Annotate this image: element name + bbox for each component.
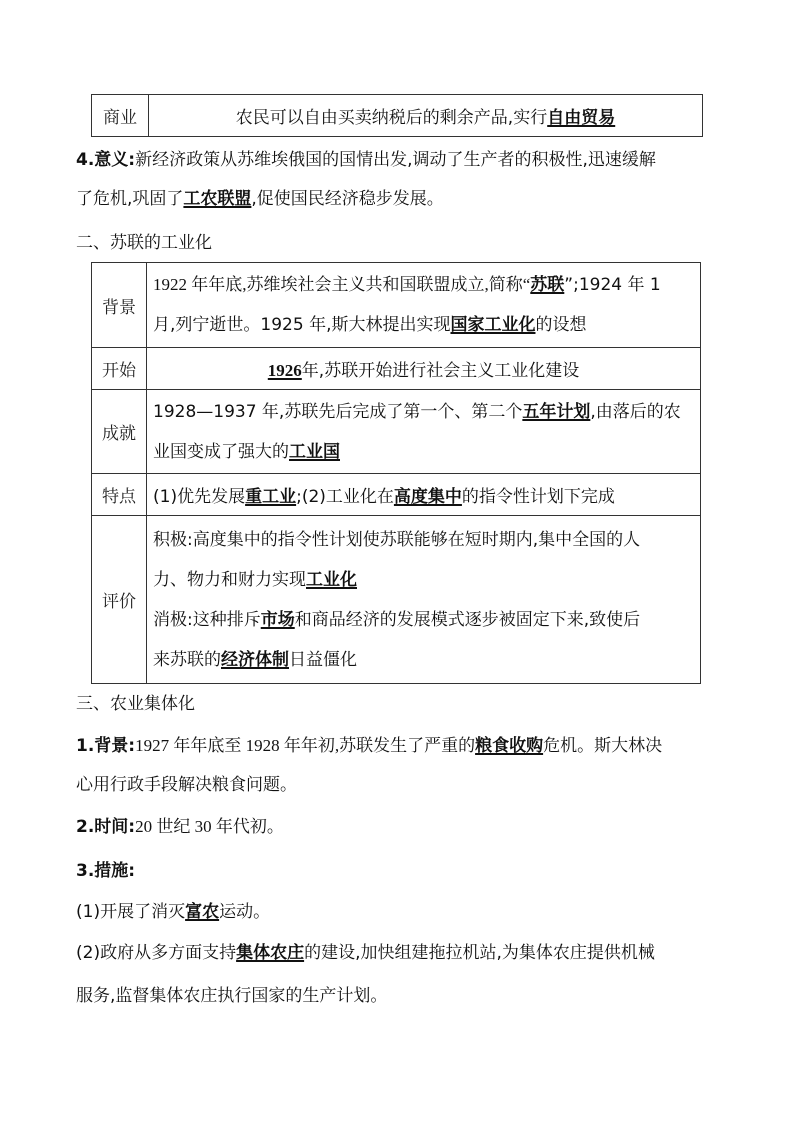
- row-content: [147, 348, 701, 390]
- paragraph-line: [76, 734, 662, 758]
- text: 农民可以自由买卖纳税后的剩余产品,实行: [235, 108, 548, 128]
- text: 20 世纪 30 年代初。: [135, 817, 284, 836]
- keyword: 工业化: [306, 569, 357, 590]
- keyword: 富农: [185, 902, 220, 922]
- table-row: [92, 95, 703, 137]
- text: 来苏联的: [153, 649, 221, 670]
- row-label: 背景: [92, 263, 147, 348]
- row-label: 开始: [92, 348, 147, 390]
- text: 新经济政策从苏维埃俄国的国情出发,调动了生产者的积极性,迅速缓解: [135, 150, 656, 170]
- commerce-table: [91, 94, 703, 137]
- row-label: 特点: [92, 474, 147, 516]
- table-row: [92, 474, 701, 516]
- text: 运动。: [219, 902, 271, 922]
- industrialization-table: [91, 262, 701, 684]
- keyword: 自由贸易: [547, 108, 616, 128]
- text: 1928—1937 年,苏联先后完成了第一个、第二个: [153, 401, 523, 422]
- keyword: 苏联: [530, 275, 565, 295]
- text: 1927 年年底至 1928 年年初,苏联发生了严重的: [135, 736, 476, 755]
- text: 日益僵化: [289, 649, 357, 670]
- item-heading: 1.背景:: [76, 736, 136, 756]
- keyword: 工农联盟: [183, 189, 252, 209]
- paragraph-line: 心用行政手段解决粮食问题。: [76, 775, 297, 795]
- text: 力、物力和财力实现: [153, 569, 306, 590]
- table-row: [92, 516, 701, 684]
- item-heading: 2.时间:: [76, 817, 136, 837]
- text: 业国变成了强大的: [153, 441, 289, 462]
- row-label: 成就: [92, 390, 147, 474]
- text: 积极:高度集中的指令性计划使苏联能够在短时期内,集中全国的人: [153, 529, 641, 550]
- item-heading: 4.意义:: [76, 150, 136, 170]
- keyword: 粮食收购: [475, 736, 544, 756]
- paragraph-line: 服务,监督集体农庄执行国家的生产计划。: [76, 986, 388, 1006]
- table-row: [92, 390, 701, 474]
- keyword: 1926: [267, 361, 302, 380]
- paragraph-line: [76, 148, 656, 172]
- row-content: [147, 474, 701, 516]
- paragraph-line: [76, 187, 444, 211]
- text: ,由落后的农: [590, 401, 681, 422]
- text: 的设想: [535, 315, 587, 335]
- paragraph-line: [76, 941, 655, 965]
- text: 危机。斯大林决: [543, 736, 663, 756]
- text: ”;1924 年 1: [564, 275, 661, 295]
- keyword: 国家工业化: [450, 315, 536, 335]
- keyword: 五年计划: [522, 401, 591, 422]
- row-label: 商业: [92, 95, 149, 137]
- paragraph-line: [76, 815, 284, 839]
- keyword: 经济体制: [221, 649, 289, 670]
- section-heading: 二、苏联的工业化: [76, 233, 212, 253]
- item-heading: 3.措施:: [76, 861, 136, 881]
- section-heading: 三、农业集体化: [76, 694, 195, 714]
- text: (1)优先发展: [153, 487, 246, 507]
- keyword: 重工业: [245, 487, 297, 507]
- text: 了危机,巩固了: [76, 189, 184, 209]
- text: (1)开展了消灭: [76, 902, 186, 922]
- keyword: 市场: [260, 609, 295, 630]
- row-content: [147, 263, 701, 348]
- row-content: [147, 516, 701, 684]
- text: 和商品经济的发展模式逐步被固定下来,致使后: [294, 609, 641, 630]
- keyword: 高度集中: [393, 487, 462, 507]
- text: ;(2)工业化在: [296, 487, 394, 507]
- keyword: 工业国: [289, 441, 340, 462]
- row-label: 评价: [92, 516, 147, 684]
- table-row: [92, 348, 701, 390]
- text: 年,苏联开始进行社会主义工业化建设: [301, 361, 580, 381]
- paragraph-line: [76, 900, 270, 924]
- text: 消极:这种排斥: [153, 609, 261, 630]
- row-content: [149, 95, 703, 137]
- paragraph-line: [76, 859, 135, 883]
- text: 的指令性计划下完成: [461, 487, 615, 507]
- text: (2)政府从多方面支持: [76, 943, 237, 963]
- keyword: 集体农庄: [236, 943, 305, 963]
- row-content: [147, 390, 701, 474]
- text: ,促使国民经济稳步发展。: [251, 189, 444, 209]
- text: 月,列宁逝世。1925 年,斯大林提出实现: [153, 315, 451, 335]
- text: 的建设,加快组建拖拉机站,为集体农庄提供机械: [304, 943, 655, 963]
- text: 1922 年年底,苏维埃社会主义共和国联盟成立,简称“: [153, 275, 531, 294]
- table-row: [92, 263, 701, 348]
